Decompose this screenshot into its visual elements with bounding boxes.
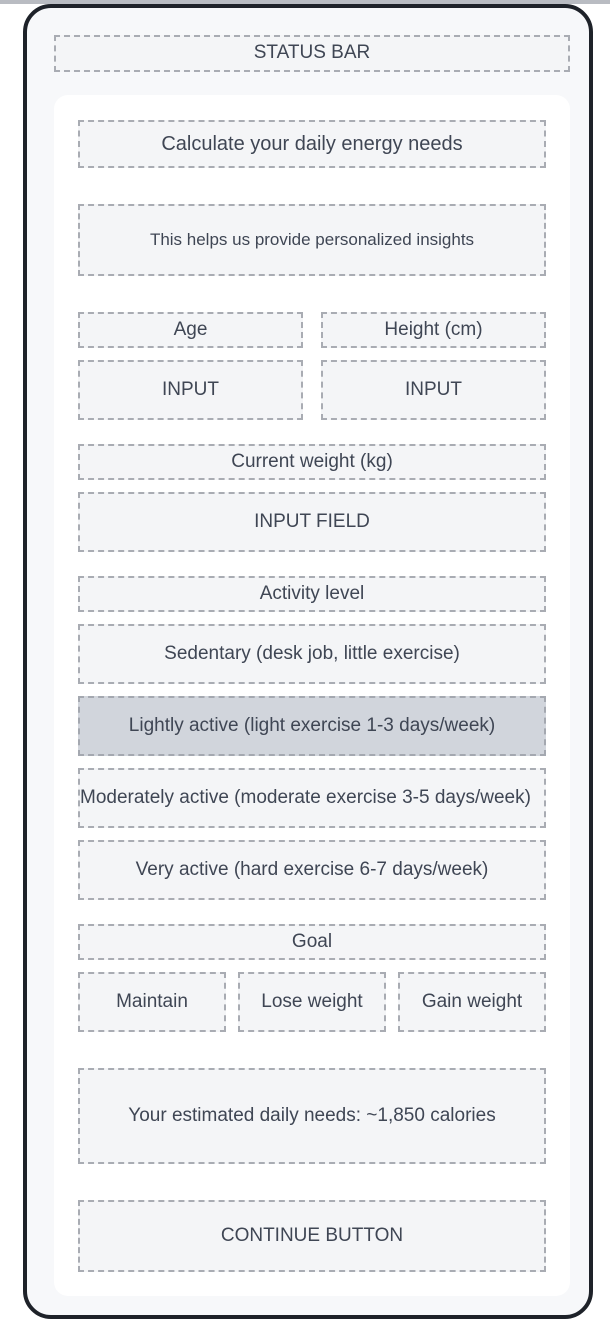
height-input[interactable]: INPUT <box>321 360 546 420</box>
page-title: Calculate your daily energy needs <box>78 120 546 168</box>
estimate-display: Your estimated daily needs: ~1,850 calories <box>78 1068 546 1164</box>
activity-option-lightly-active[interactable]: Lightly active (light exercise 1-3 days/week) <box>78 696 546 756</box>
goal-option-gain-weight[interactable]: Gain weight <box>398 972 546 1032</box>
weight-label: Current weight (kg) <box>78 444 546 480</box>
activity-label: Activity level <box>78 576 546 612</box>
form-card <box>54 95 570 1296</box>
activity-option-very-active[interactable]: Very active (hard exercise 6-7 days/week) <box>78 840 546 900</box>
age-input[interactable]: INPUT <box>78 360 303 420</box>
activity-option-moderately-active[interactable]: Moderately active (moderate exercise 3-5 days/week) <box>78 768 546 828</box>
goal-option-maintain[interactable]: Maintain <box>78 972 226 1032</box>
page-subtitle: This helps us provide personalized insights <box>78 204 546 276</box>
goal-option-lose-weight[interactable]: Lose weight <box>238 972 386 1032</box>
phone-frame <box>23 4 593 1319</box>
activity-option-sedentary[interactable]: Sedentary (desk job, little exercise) <box>78 624 546 684</box>
height-label: Height (cm) <box>321 312 546 348</box>
weight-input[interactable]: INPUT FIELD <box>78 492 546 552</box>
goal-label: Goal <box>78 924 546 960</box>
status-bar: STATUS BAR <box>54 35 570 72</box>
continue-button[interactable]: CONTINUE BUTTON <box>78 1200 546 1272</box>
age-label: Age <box>78 312 303 348</box>
